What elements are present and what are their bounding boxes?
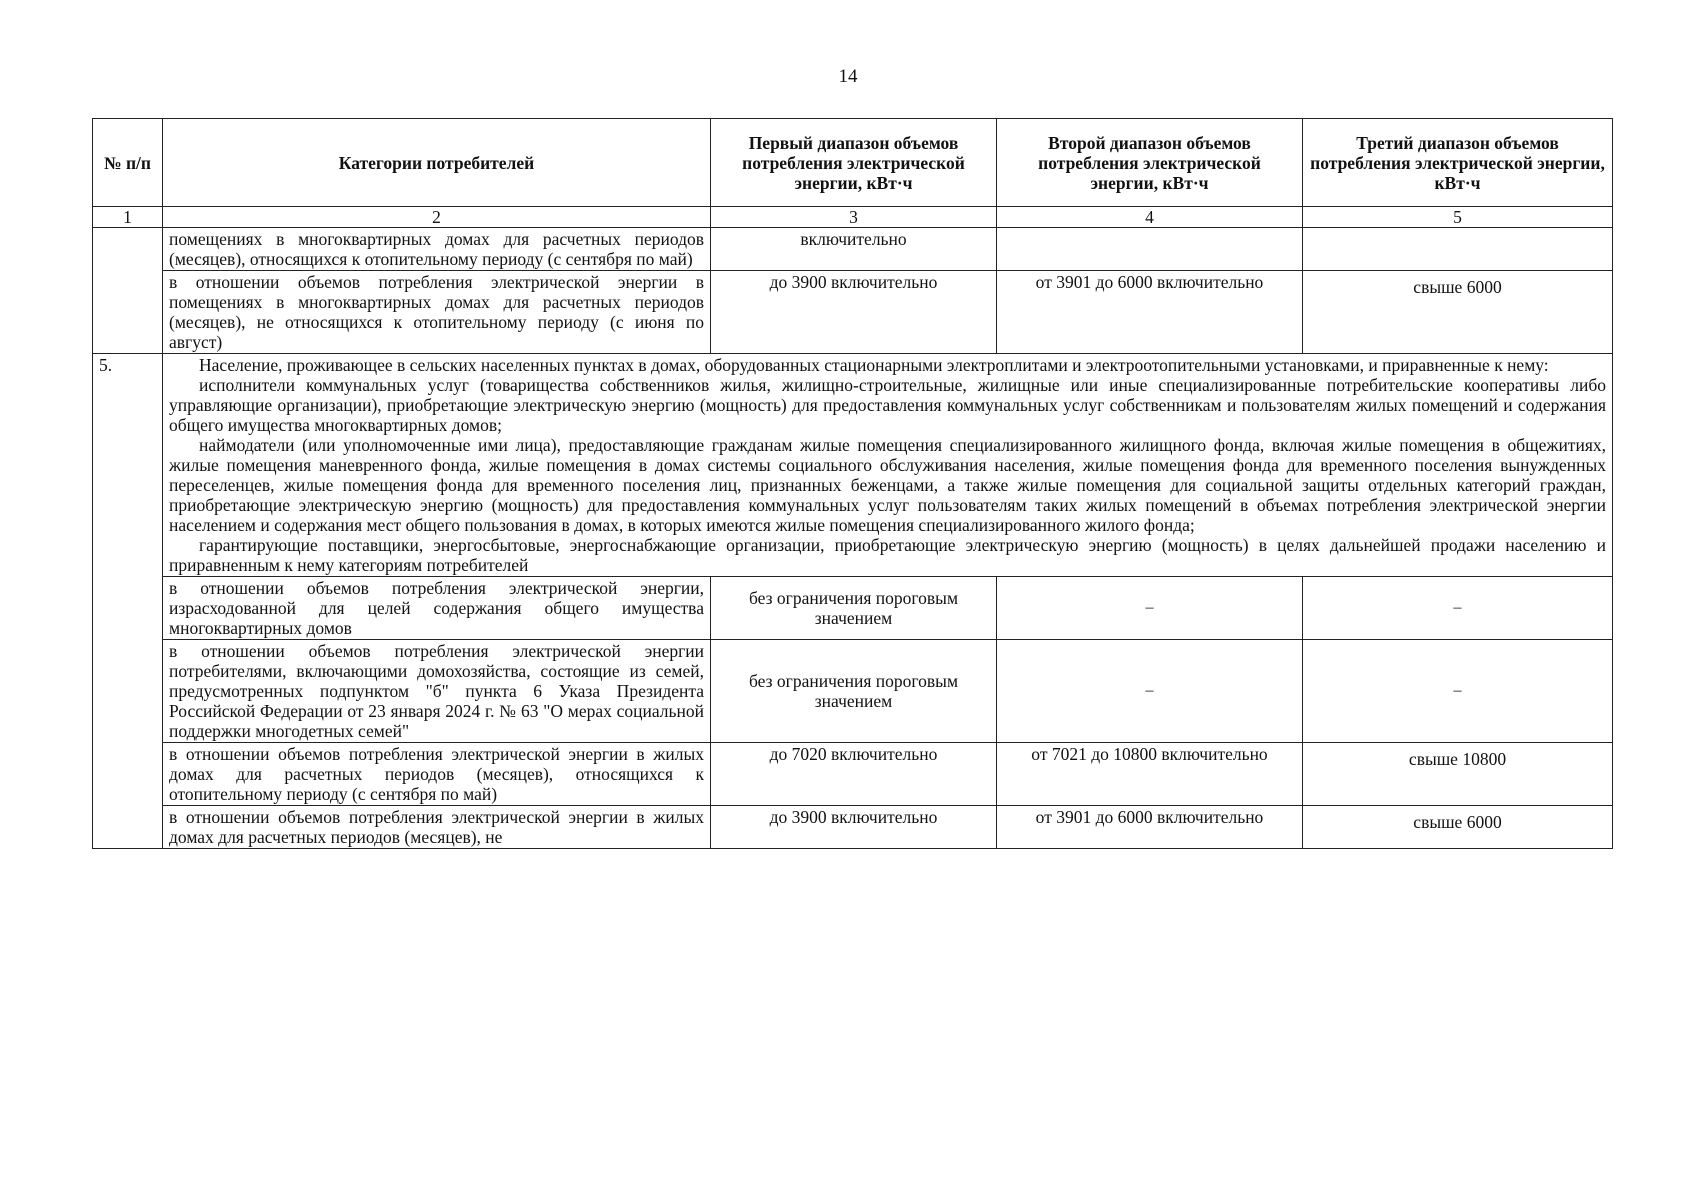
column-number: 4 [997,207,1303,228]
second-range-cell: – [997,640,1303,743]
column-number: 3 [711,207,997,228]
category-cell: в отношении объемов потребления электрической энергии в жилых домах для расчетных периодов (месяцев), не [163,806,711,849]
section-description [163,354,1613,577]
table-row [93,577,1613,640]
second-range-cell: – [997,577,1303,640]
first-range-cell: до 3900 включительно [711,271,997,354]
page-number: 14 [838,66,858,87]
third-range-cell [1303,228,1613,271]
row-number-cell [93,228,163,354]
category-cell: в отношении объемов потребления электрической энергии в жилых домах для расчетных периодов (месяцев), относящихся к отопительному периоду (с сентября по май) [163,743,711,806]
column-number: 5 [1303,207,1613,228]
section-paragraph: исполнители коммунальных услуг (товарищества собственников жилья, жилищно-строительные, жилищные или иные специализированные потребительские кооперативы либо управляющие организации), приобретающие электрическую энергию (мощность) для предоставления коммунальных услуг собственникам и пользователям жилых помещений и содержания общего имущества многоквартирных домов; [169,375,1606,435]
table-row [93,743,1613,806]
table-row [93,640,1613,743]
second-range-cell: от 7021 до 10800 включительно [997,743,1303,806]
third-range-cell: свыше 6000 [1303,806,1613,849]
section-number: 5. [93,354,163,849]
first-range-cell: включительно [711,228,997,271]
header-first-range: Первый диапазон объемов потребления электрической энергии, кВт·ч [711,119,997,207]
second-range-cell: от 3901 до 6000 включительно [997,806,1303,849]
header-number: № п/п [93,119,163,207]
section-paragraph: гарантирующие поставщики, энергосбытовые, энергоснабжающие организации, приобретающие электрическую энергию (мощность) в целях дальнейшей продажи населению и приравненным к нему категориям потребителей [169,535,1606,575]
first-range-cell: до 7020 включительно [711,743,997,806]
header-category: Категории потребителей [163,119,711,207]
first-range-cell: без ограничения пороговым значением [711,640,997,743]
section-row [93,354,1613,577]
first-range-cell: до 3900 включительно [711,806,997,849]
column-number: 1 [93,207,163,228]
column-number: 2 [163,207,711,228]
second-range-cell [997,228,1303,271]
third-range-cell: свыше 6000 [1303,271,1613,354]
third-range-cell: свыше 10800 [1303,743,1613,806]
category-cell: в отношении объемов потребления электрической энергии в помещениях в многоквартирных домах для расчетных периодов (месяцев), не относящихся к отопительному периоду (с июня по август) [163,271,711,354]
first-range-cell: без ограничения пороговым значением [711,577,997,640]
category-cell: помещениях в многоквартирных домах для расчетных периодов (месяцев), относящихся к отопительному периоду (с сентября по май) [163,228,711,271]
section-paragraph: наймодатели (или уполномоченные ими лица), предоставляющие гражданам жилые помещения специализированного жилищного фонда, включая жилые помещения в общежитиях, жилые помещения маневренного фонда, жилые помещения в домах системы социального обслуживания населения, жилые помещения фонда для временного поселения вынужденных переселенцев, жилые помещения фонда для временного поселения лиц, признанных беженцами, а также жилые помещения для социальной защиты отдельных категорий граждан, приобретающие электрическую энергию (мощность) для предоставления коммунальных услуг пользователям таких жилых помещений в объемах потребления электрической энергии населением и содержания мест общего пользования в домах, в которых имеются жилые помещения специализированного жилого фонда; [169,435,1606,535]
header-second-range: Второй диапазон объемов потребления электрической энергии, кВт·ч [997,119,1303,207]
table-row [93,228,1613,271]
tariff-table [92,118,1613,849]
third-range-cell: – [1303,640,1613,743]
category-cell: в отношении объемов потребления электрической энергии потребителями, включающими домохозяйства, состоящие из семей, предусмотренных подпунктом "б" пункта 6 Указа Президента Российской Федерации от 23 января 2024 г. № 63 "О мерах социальной поддержки многодетных семей" [163,640,711,743]
table-row [93,806,1613,849]
category-cell: в отношении объемов потребления электрической энергии, израсходованной для целей содержания общего имущества многоквартирных домов [163,577,711,640]
third-range-cell: – [1303,577,1613,640]
column-number-row [93,207,1613,228]
table-header-row [93,119,1613,207]
section-paragraph: Население, проживающее в сельских населенных пунктах в домах, оборудованных стационарными электроплитами и электроотопительными установками, и приравненные к нему: [199,355,1549,375]
header-third-range: Третий диапазон объемов потребления электрической энергии, кВт·ч [1303,119,1613,207]
table-row [93,271,1613,354]
second-range-cell: от 3901 до 6000 включительно [997,271,1303,354]
